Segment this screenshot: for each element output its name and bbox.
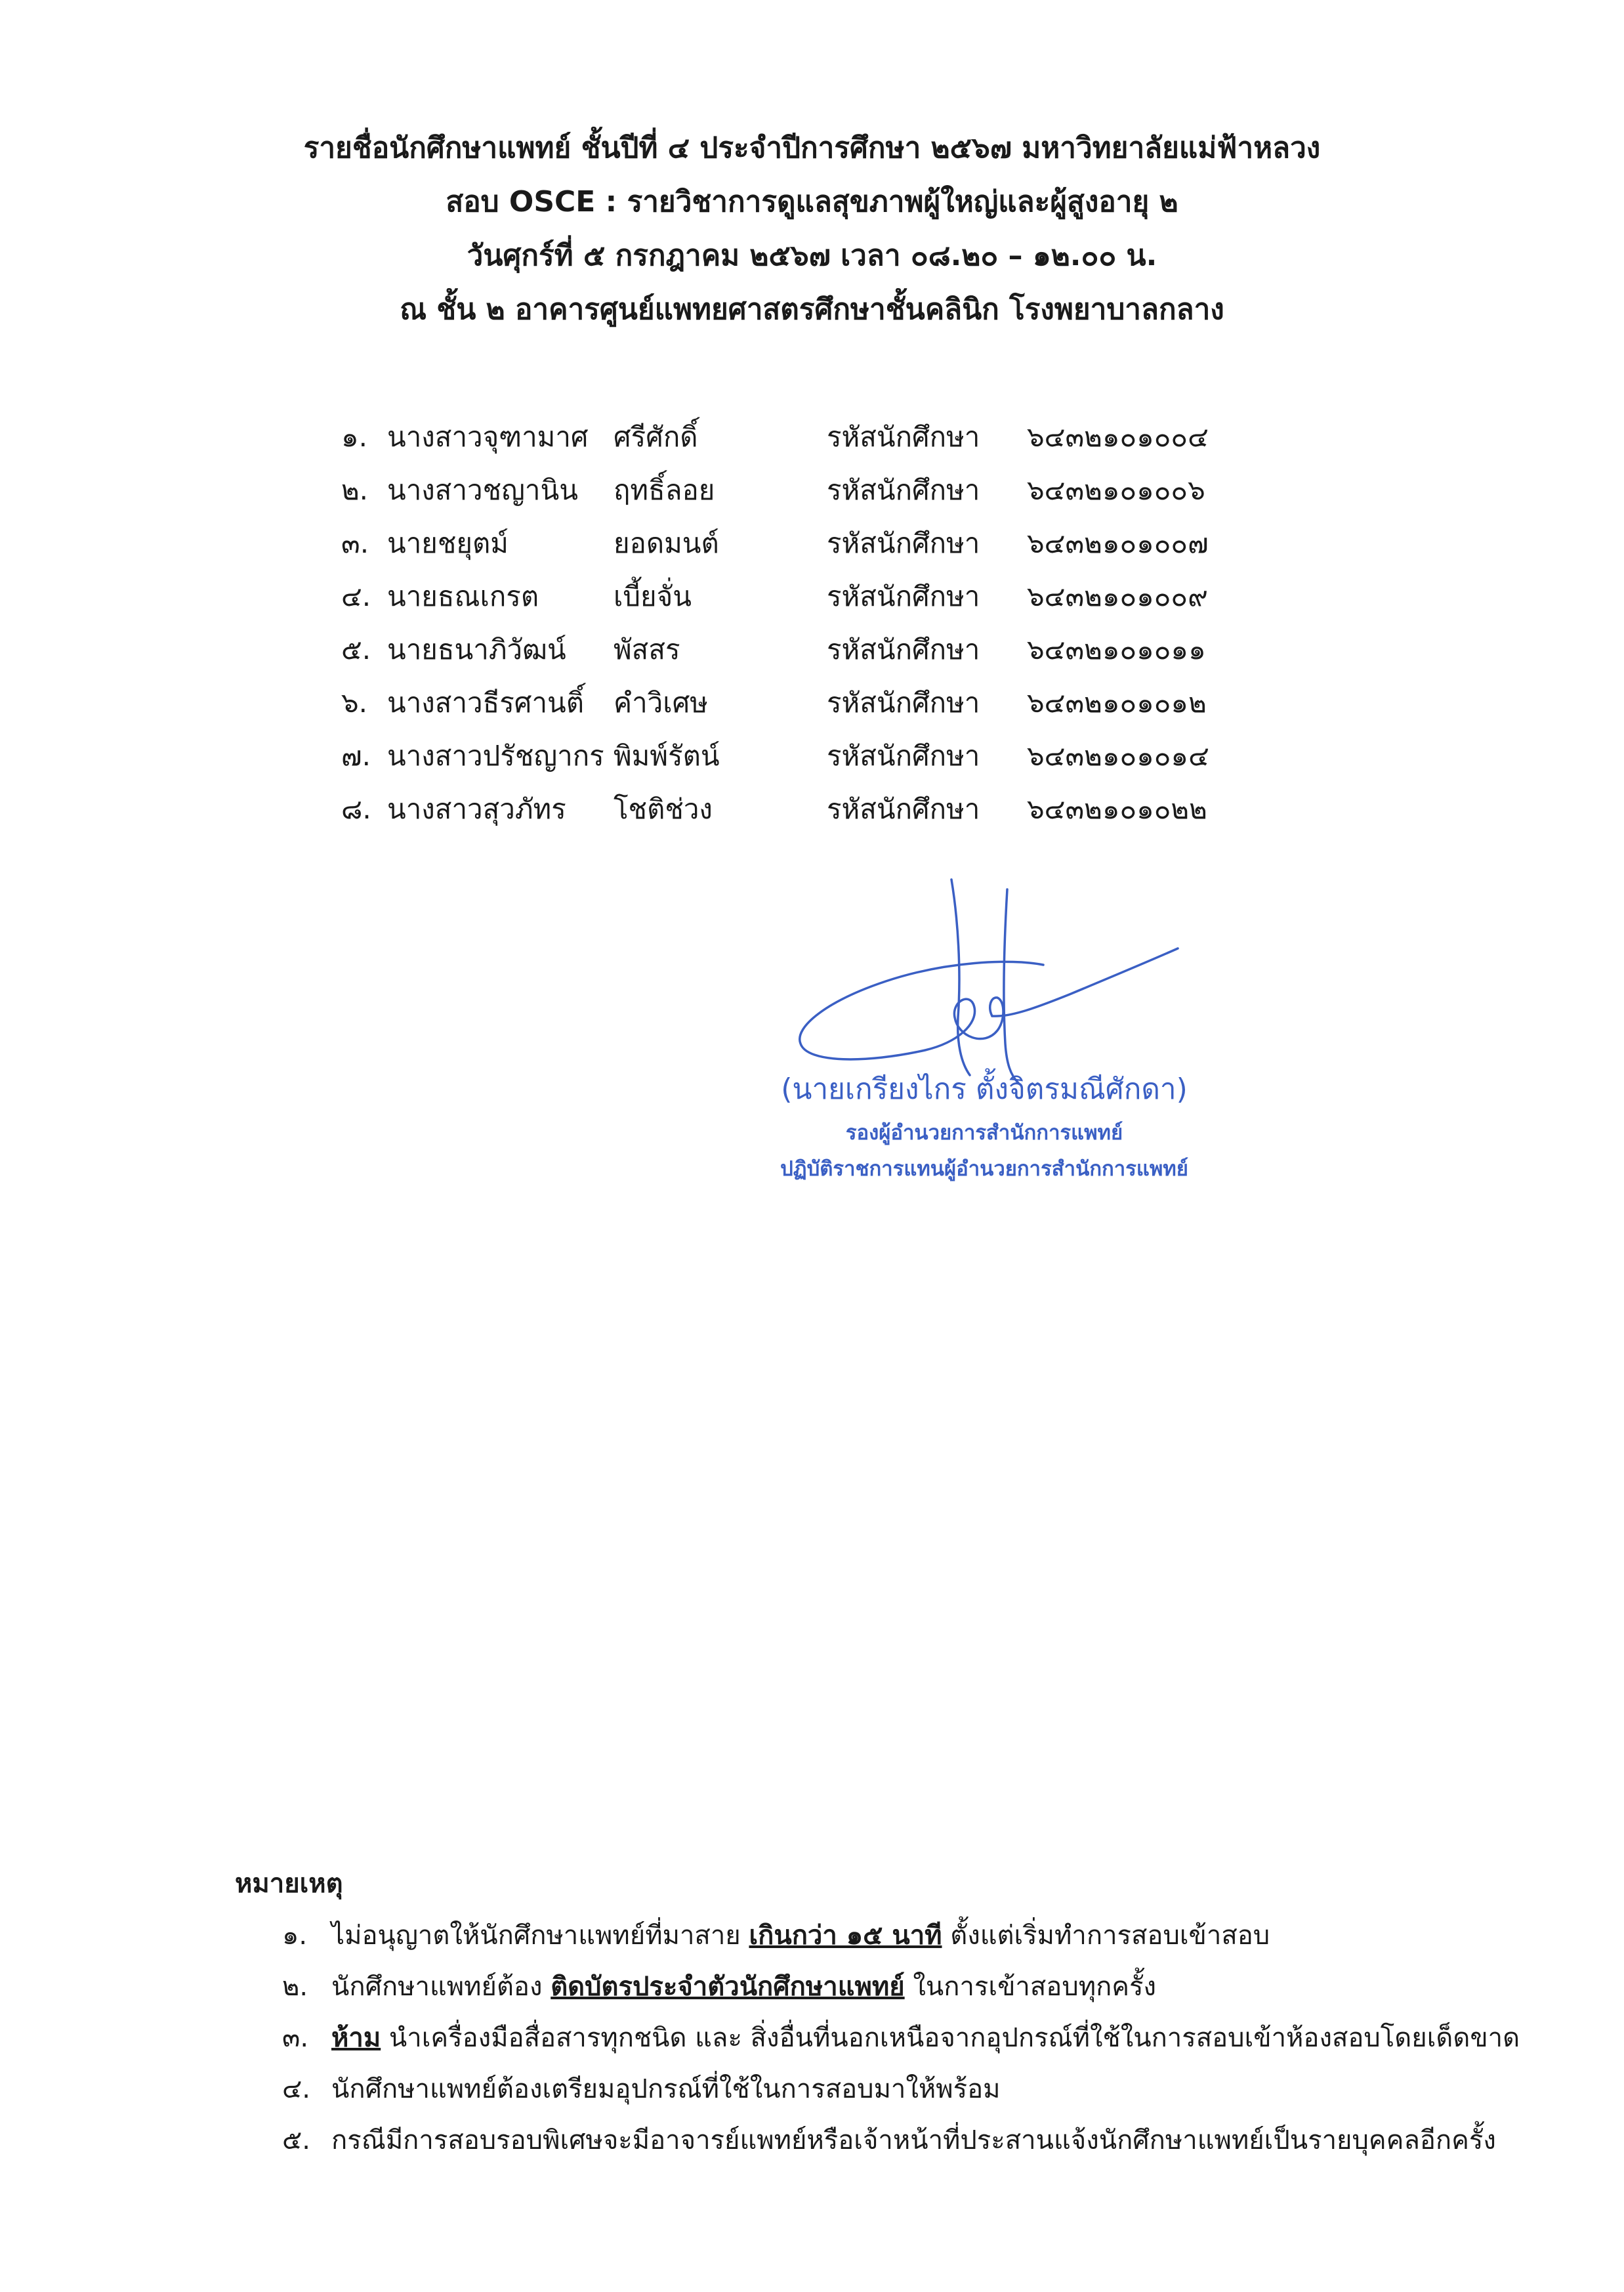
note-text	[331, 2012, 1520, 2064]
note-number: ๓.	[282, 2023, 309, 2053]
note-number: ๕.	[282, 2125, 310, 2155]
signatory-acting-position: ปฏิบัติราชการแทนผู้อำนวยการสำนักการแพทย์	[780, 1157, 1188, 1181]
note-text-pre: กรณีมีการสอบรอบพิเศษจะมีอาจารย์แพทย์หรือเจ้าหน้าที่ประสานแจ้งนักศึกษาแพทย์เป็นรายบุคคลอีกครั้ง	[331, 2125, 1496, 2155]
student-id-label: รหัสนักศึกษา	[827, 580, 980, 612]
note-number: ๑.	[282, 1921, 308, 1951]
student-first-name: นางสาวสุวภัทร	[387, 793, 566, 825]
student-id-label: รหัสนักศึกษา	[827, 687, 980, 719]
student-id: ๖๔๓๒๑๐๑๐๑๑	[1027, 633, 1206, 666]
note-text	[331, 1910, 1270, 1961]
student-id: ๖๔๓๒๑๐๑๐๐๖	[1027, 474, 1205, 506]
student-id: ๖๔๓๒๑๐๑๐๑๒	[1027, 687, 1207, 719]
student-last-name: ยอดมนต์	[614, 527, 719, 559]
student-id: ๖๔๓๒๑๐๑๐๑๔	[1027, 740, 1209, 772]
student-number: ๓.	[341, 527, 369, 559]
signatory-position: รองผู้อำนวยการสำนักการแพทย์	[845, 1121, 1123, 1145]
student-last-name: พัสสร	[614, 633, 680, 666]
student-first-name: นางสาวปรัชญากร	[387, 740, 604, 772]
student-last-name: คำวิเศษ	[614, 687, 708, 719]
student-id-label: รหัสนักศึกษา	[827, 633, 980, 666]
student-number: ๑.	[341, 421, 368, 453]
student-first-name: นางสาวธีรศานติ์	[387, 687, 585, 719]
note-emphasis: ห้าม	[331, 2023, 381, 2053]
note-number: ๒.	[282, 1972, 308, 2002]
note-text-post: นำเครื่องมือสื่อสารทุกชนิด และ สิ่งอื่นที่นอกเหนือจากอุปกรณ์ที่ใช้ในการสอบเข้าห้องสอบโดยเด็ดขาด	[381, 2023, 1520, 2053]
student-id: ๖๔๓๒๑๐๑๐๐๗	[1027, 527, 1209, 559]
signatory-name: (นายเกรียงไกร ตั้งจิตรมณีศักดา)	[781, 1072, 1188, 1106]
student-last-name: ฤทธิ์ลอย	[614, 474, 715, 506]
student-id-label: รหัสนักศึกษา	[827, 527, 980, 559]
note-text-pre: นักศึกษาแพทย์ต้องเตรียมอุปกรณ์ที่ใช้ในการสอบมาให้พร้อม	[331, 2074, 1001, 2104]
student-number: ๘.	[341, 793, 371, 825]
student-first-name: นายชยุตม์	[387, 527, 509, 559]
student-first-name: นายธนาภิวัฒน์	[387, 633, 566, 666]
student-number: ๔.	[341, 580, 371, 612]
note-text-post: ตั้งแต่เริ่มทำการสอบเข้าสอบ	[942, 1921, 1270, 1951]
student-number: ๗.	[341, 740, 371, 772]
note-emphasis: ติดบัตรประจำตัวนักศึกษาแพทย์	[551, 1972, 905, 2002]
student-number: ๕.	[341, 633, 371, 666]
student-id-label: รหัสนักศึกษา	[827, 474, 980, 506]
note-emphasis: เกินกว่า ๑๕ นาที	[749, 1921, 942, 1951]
student-first-name: นางสาวจุฑามาศ	[387, 421, 589, 453]
student-number: ๒.	[341, 474, 369, 506]
notes-title: หมายเหตุ	[235, 1869, 343, 1899]
header-line-venue: ณ ชั้น ๒ อาคารศูนย์แพทยศาสตรศึกษาชั้นคลินิก โรงพยาบาลกลาง	[400, 293, 1224, 326]
header-line-exam: สอบ OSCE : รายวิชาการดูแลสุขภาพผู้ใหญ่และผู้สูงอายุ ๒	[446, 185, 1178, 219]
note-text	[331, 1961, 1156, 2012]
note-text-post: ในการเข้าสอบทุกครั้ง	[904, 1972, 1157, 2002]
student-last-name: ศรีศักดิ์	[614, 421, 698, 453]
student-id-label: รหัสนักศึกษา	[827, 793, 980, 825]
student-id: ๖๔๓๒๑๐๑๐๒๒	[1027, 793, 1207, 825]
note-number: ๔.	[282, 2074, 310, 2104]
student-last-name: พิมพ์รัตน์	[614, 740, 720, 772]
handwritten-signature	[761, 866, 1181, 1090]
student-first-name: นายธณเกรต	[387, 580, 539, 612]
student-last-name: โชติช่วง	[614, 793, 713, 825]
header-line-datetime: วันศุกร์ที่ ๕ กรกฎาคม ๒๕๖๗ เวลา ๐๘.๒๐ – ๑๒.๐๐ น.	[467, 239, 1157, 272]
student-id: ๖๔๓๒๑๐๑๐๐๙	[1027, 580, 1208, 612]
header-line-title: รายชื่อนักศึกษาแพทย์ ชั้นปีที่ ๔ ประจำปีการศึกษา ๒๕๖๗ มหาวิทยาลัยแม่ฟ้าหลวง	[303, 131, 1321, 165]
note-text-pre: นักศึกษาแพทย์ต้อง	[331, 1972, 551, 2002]
student-id: ๖๔๓๒๑๐๑๐๐๔	[1027, 421, 1209, 453]
document-header	[0, 121, 1624, 337]
note-text	[331, 2115, 1496, 2166]
student-number: ๖.	[341, 687, 368, 719]
student-first-name: นางสาวชญานิน	[387, 474, 578, 506]
student-id-label: รหัสนักศึกษา	[827, 421, 980, 453]
student-last-name: เบี้ยจั่น	[614, 580, 692, 612]
note-text	[331, 2064, 1001, 2115]
student-id-label: รหัสนักศึกษา	[827, 740, 980, 772]
note-text-pre: ไม่อนุญาตให้นักศึกษาแพทย์ที่มาสาย	[331, 1921, 749, 1951]
